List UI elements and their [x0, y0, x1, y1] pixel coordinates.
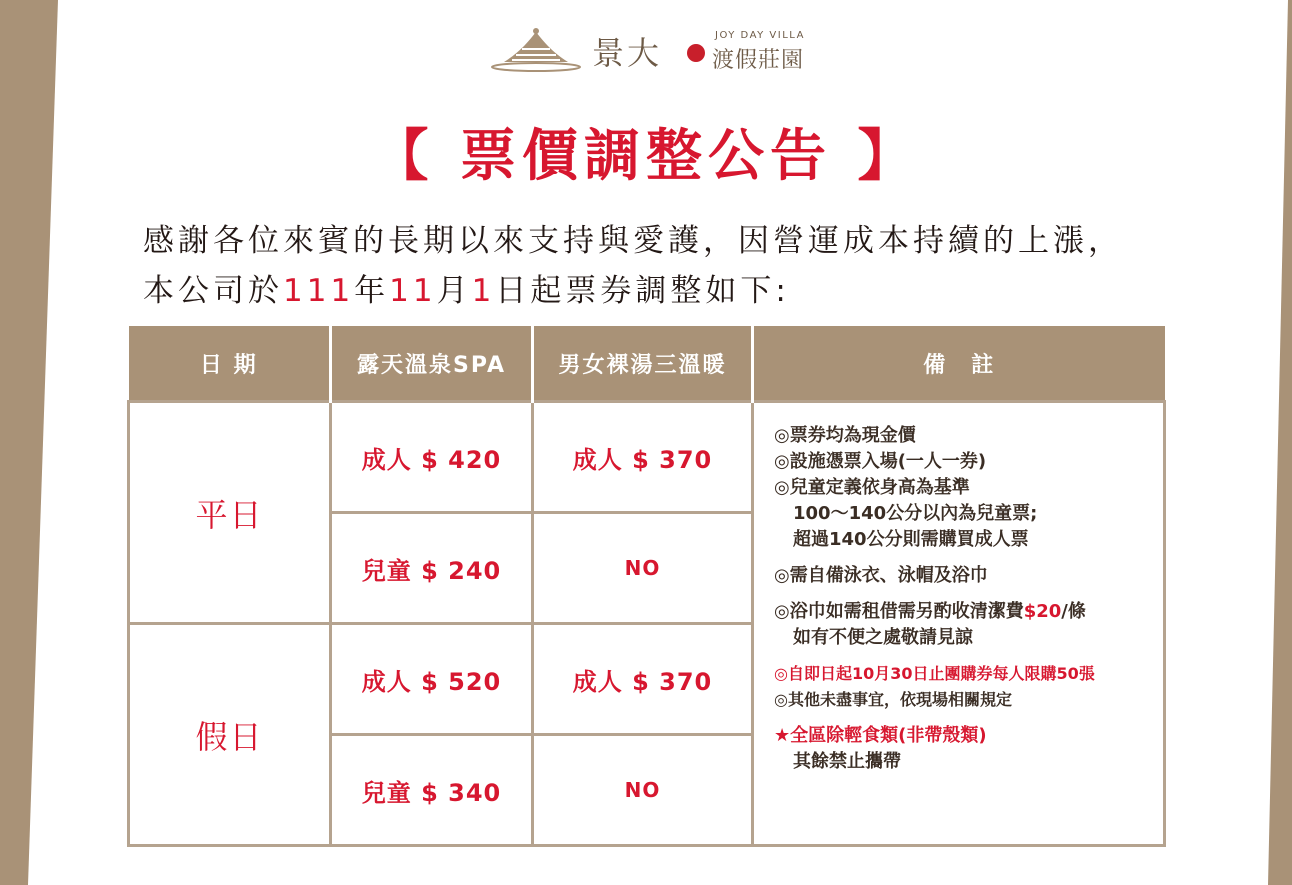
note-child-definition: ◎兒童定義依身高為基準: [774, 477, 970, 498]
weekday-label: 平日: [129, 402, 331, 624]
weekday-adult-spa-price: 成人 $ 420: [331, 402, 533, 513]
logo-subtitle: 渡假莊園: [712, 48, 805, 73]
weekday-child-spa-price: 兒童 $ 240: [331, 513, 533, 624]
intro-text-c: 月: [436, 273, 472, 309]
weekday-adult-sauna-price: 成人 $ 370: [533, 402, 753, 513]
intro-month: 11: [389, 273, 437, 309]
note-child-height: 100～140公分以內為兒童票;: [793, 503, 1038, 524]
holiday-child-spa-price: 兒童 $ 340: [331, 735, 533, 846]
note-ticket-entry: ◎設施憑票入場(一人一券): [774, 451, 987, 472]
logo-seal-icon: [687, 44, 705, 62]
holiday-label: 假日: [129, 624, 331, 846]
note-towel-price: $20: [1023, 601, 1062, 622]
note-towel-unit: /條: [1061, 601, 1086, 622]
intro-text-b: 年: [354, 273, 390, 309]
holiday-child-sauna-price: NO: [533, 735, 753, 846]
intro-line-2: [143, 265, 790, 310]
header-notes: 備 註: [753, 326, 1165, 402]
note-cash-price: ◎票券均為現金價: [774, 425, 916, 446]
note-towel: [774, 599, 1163, 625]
logo: [490, 22, 810, 82]
note-adult-height: 超過140公分則需購買成人票: [793, 529, 1029, 550]
table-row: [129, 402, 1165, 513]
header-sauna: 男女裸湯三溫暖: [533, 326, 753, 402]
logo-name-cn: 景大: [592, 34, 663, 72]
intro-text-a: 本公司於: [143, 273, 283, 309]
intro-day: 1: [471, 273, 496, 309]
note-apology: 如有不便之處敬請見諒: [793, 627, 973, 648]
price-table: [127, 326, 1166, 847]
table-header-row: [129, 326, 1165, 402]
holiday-adult-sauna-price: 成人 $ 370: [533, 624, 753, 735]
note-swimwear: ◎需自備泳衣、泳帽及浴巾: [774, 565, 988, 586]
header-spa: 露天溫泉SPA: [331, 326, 533, 402]
note-towel-text: ◎浴巾如需租借需另酌收清潔費: [774, 601, 1024, 622]
holiday-adult-spa-price: 成人 $ 520: [331, 624, 533, 735]
weekday-child-sauna-price: NO: [533, 513, 753, 624]
logo-name-en: JOY DAY VILLA: [715, 30, 805, 41]
intro-year: 111: [283, 273, 355, 309]
intro-line-1: 感謝各位來賓的長期以來支持與愛護，因營運成本持續的上漲，: [143, 223, 1123, 259]
notes-cell: [753, 402, 1165, 846]
note-food-ban: 其餘禁止攜帶: [793, 751, 901, 772]
logo-mark-icon: [490, 26, 582, 74]
notice-title: 【 票價調整公告 】: [372, 124, 920, 189]
header-date: 日 期: [129, 326, 331, 402]
note-other-rules: ◎其他未盡事宜，依現場相關規定: [774, 690, 1012, 709]
note-group-purchase: ◎自即日起10月30日止團購券每人限購50張: [774, 664, 1095, 683]
intro-text-d: 日起票券調整如下:: [495, 273, 790, 309]
note-food: ★全區除輕食類(非帶殼類): [774, 725, 987, 746]
